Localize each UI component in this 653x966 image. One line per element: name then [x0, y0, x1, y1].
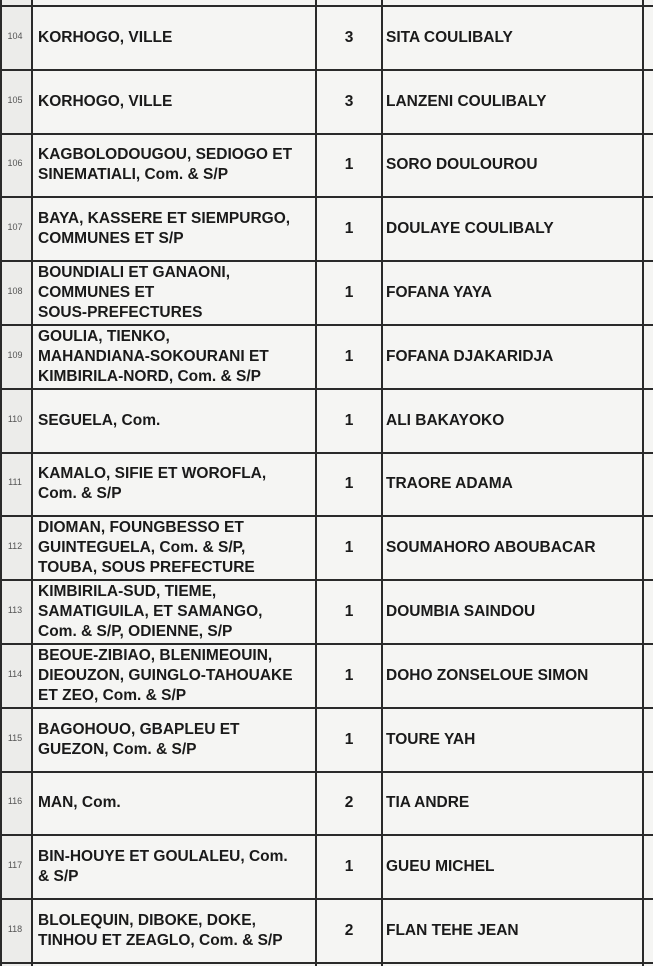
- locality-line: GOULIA, TIENKO,: [38, 327, 170, 345]
- locality-line: TOUBA, SOUS PREFECTURE: [38, 559, 255, 577]
- locality-line: COMMUNES ET: [38, 284, 155, 302]
- seats-cell: 1: [344, 284, 354, 302]
- table-row: [0, 69, 653, 133]
- locality-line: KORHOGO, VILLE: [38, 28, 173, 46]
- locality-line: Com. & S/P, ODIENNE, S/P: [38, 623, 233, 641]
- locality-line: SOUS-PREFECTURES: [38, 304, 203, 322]
- locality-cell: [38, 145, 313, 185]
- table-row: [0, 898, 653, 962]
- locality-line: SAMATIGUILA, ET SAMANGO,: [38, 603, 263, 621]
- seats-cell: 1: [344, 603, 354, 621]
- table-row: [0, 260, 653, 324]
- row-number: 112: [7, 541, 23, 552]
- seats-cell: 1: [344, 347, 354, 365]
- locality-line: & S/P: [38, 868, 79, 886]
- seats-cell: 2: [344, 922, 354, 940]
- row-number: 116: [7, 796, 23, 807]
- locality-line: DIEOUZON, GUINGLO-TAHOUAKE: [38, 666, 293, 684]
- row-number: 118: [7, 924, 23, 935]
- candidate-cell: DOHO ZONSELOUE SIMON: [386, 666, 589, 684]
- locality-cell: [38, 327, 313, 387]
- table-row: [0, 707, 653, 771]
- locality-line: MAHANDIANA-SOKOURANI ET: [38, 347, 269, 365]
- locality-line: BIN-HOUYE ET GOULALEU, Com.: [38, 848, 288, 866]
- row-number: 106: [7, 158, 23, 169]
- locality-cell: [38, 793, 313, 813]
- locality-line: COMMUNES ET S/P: [38, 230, 184, 248]
- locality-cell: [38, 646, 313, 706]
- seats-cell: 2: [344, 794, 354, 812]
- table-row: [0, 771, 653, 835]
- row-number: 111: [8, 477, 22, 488]
- locality-cell: [38, 209, 313, 249]
- table-row: [0, 388, 653, 452]
- locality-cell: [38, 582, 313, 642]
- locality-line: DIOMAN, FOUNGBESSO ET: [38, 519, 244, 537]
- seats-cell: 1: [344, 539, 354, 557]
- locality-line: KIMBIRILA-NORD, Com. & S/P: [38, 367, 262, 385]
- candidate-cell: DOUMBIA SAINDOU: [386, 603, 536, 621]
- row-number: 109: [7, 349, 23, 360]
- seats-cell: 1: [344, 220, 354, 238]
- seats-cell: 1: [344, 156, 354, 174]
- row-number: 104: [7, 30, 23, 41]
- row-number: 110: [7, 413, 23, 424]
- locality-cell: [38, 847, 313, 887]
- row-divider: [0, 962, 653, 964]
- candidate-cell: ALI BAKAYOKO: [386, 411, 505, 429]
- candidate-cell: FOFANA DJAKARIDJA: [386, 347, 554, 365]
- seats-cell: 3: [344, 28, 354, 46]
- row-number: 117: [7, 860, 23, 871]
- candidate-cell: SITA COULIBALY: [386, 28, 513, 46]
- locality-line: KORHOGO, VILLE: [38, 92, 173, 110]
- locality-line: BAGOHOUO, GBAPLEU ET: [38, 720, 240, 738]
- locality-line: Com. & S/P: [38, 485, 122, 503]
- locality-line: BAYA, KASSERE ET SIEMPURGO,: [38, 210, 291, 228]
- locality-line: BEOUE-ZIBIAO, BLENIMEOUIN,: [38, 646, 273, 664]
- table-row: [0, 196, 653, 260]
- table-row: [0, 452, 653, 516]
- seats-cell: 1: [344, 411, 354, 429]
- candidate-cell: TRAORE ADAMA: [386, 475, 513, 493]
- locality-line: GUINTEGUELA, Com. & S/P,: [38, 539, 246, 557]
- candidate-cell: FLAN TEHE JEAN: [386, 922, 519, 940]
- locality-line: KIMBIRILA-SUD, TIEME,: [38, 583, 217, 601]
- row-number: 115: [7, 732, 23, 743]
- table-row: [0, 515, 653, 579]
- locality-line: SINEMATIALI, Com. & S/P: [38, 166, 229, 184]
- locality-line: BOUNDIALI ET GANAONI,: [38, 264, 231, 282]
- locality-line: GUEZON, Com. & S/P: [38, 740, 197, 758]
- row-number: 108: [7, 286, 23, 297]
- table-row: [0, 324, 653, 388]
- row-number: 105: [7, 94, 23, 105]
- candidate-cell: SOUMAHORO ABOUBACAR: [386, 539, 596, 557]
- locality-line: ET ZEO, Com. & S/P: [38, 686, 187, 704]
- locality-cell: [38, 411, 313, 431]
- row-number: 113: [7, 605, 23, 616]
- candidate-cell: TOURE YAH: [386, 730, 476, 748]
- locality-cell: [38, 92, 313, 112]
- seats-cell: 3: [344, 92, 354, 110]
- candidate-cell: GUEU MICHEL: [386, 858, 495, 876]
- row-number: 114: [7, 668, 23, 679]
- seats-cell: 1: [344, 475, 354, 493]
- locality-cell: [38, 263, 313, 323]
- candidate-cell: TIA ANDRE: [386, 794, 470, 812]
- locality-line: MAN, Com.: [38, 794, 121, 812]
- candidate-cell: FOFANA YAYA: [386, 284, 492, 302]
- table-row: [0, 643, 653, 707]
- locality-line: TINHOU ET ZEAGLO, Com. & S/P: [38, 932, 283, 950]
- seats-cell: 1: [344, 730, 354, 748]
- locality-cell: [38, 518, 313, 578]
- locality-line: SEGUELA, Com.: [38, 411, 161, 429]
- locality-cell: [38, 720, 313, 760]
- locality-cell: [38, 911, 313, 951]
- locality-line: KAMALO, SIFIE ET WOROFLA,: [38, 465, 267, 483]
- table-row: [0, 5, 653, 69]
- locality-cell: [38, 28, 313, 48]
- table-row: [0, 133, 653, 197]
- row-number: 107: [7, 222, 23, 233]
- table-row: [0, 579, 653, 643]
- seats-cell: 1: [344, 858, 354, 876]
- locality-line: KAGBOLODOUGOU, SEDIOGO ET: [38, 146, 293, 164]
- seats-cell: 1: [344, 666, 354, 684]
- candidate-cell: LANZENI COULIBALY: [386, 92, 547, 110]
- table-row: [0, 834, 653, 898]
- candidate-cell: SORO DOULOUROU: [386, 156, 538, 174]
- locality-line: BLOLEQUIN, DIBOKE, DOKE,: [38, 912, 256, 930]
- locality-cell: [38, 464, 313, 504]
- candidate-cell: DOULAYE COULIBALY: [386, 220, 554, 238]
